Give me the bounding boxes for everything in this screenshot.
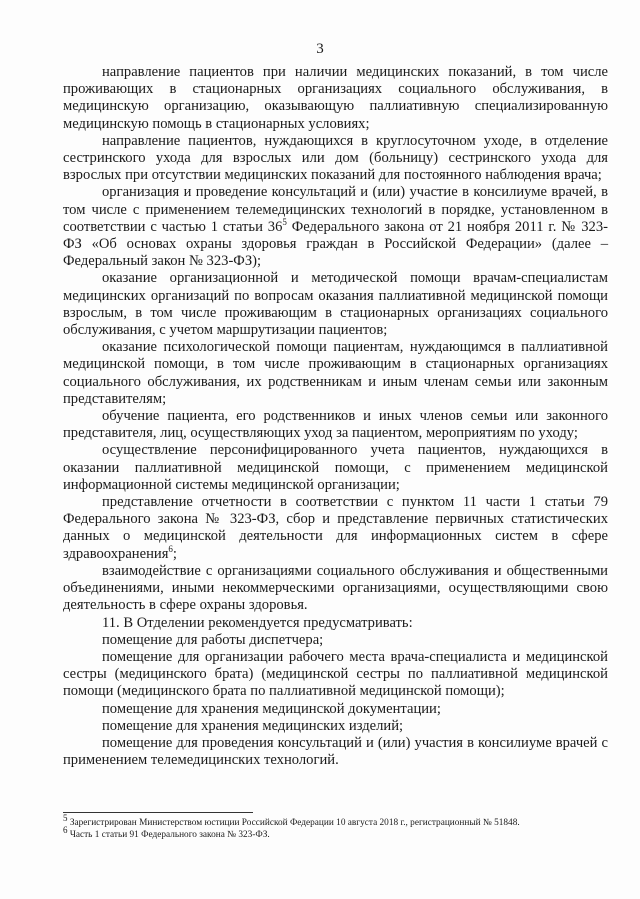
document-body [63, 64, 608, 769]
paragraph-text: ; [172, 545, 177, 562]
page-number: 3 [316, 41, 324, 57]
paragraph: направление пациентов, нуждающихся в круглосуточном уходе, в отделение сестринского ухода для взрослых или дом (больницу) сестринского ухода для взрослых при отсутствии медицинских показаний для постоянного наблюдения врача; [63, 132, 608, 184]
footnotes [63, 812, 608, 841]
paragraph: направление пациентов при наличии медицинских показаний, в том числе проживающих в стационарных организациях социального обслуживания, в медицинскую организацию, оказывающую паллиативную специализированную медицинскую помощь в стационарных условиях; [63, 64, 608, 132]
footnote [63, 812, 608, 829]
section-heading: 11. В Отделении рекомендуется предусматривать: [102, 614, 413, 631]
paragraph: оказание организационной и методической помощи врачам-специалистам медицинских организаций по вопросам оказания паллиативной медицинской помощи взрослым, в том числе проживающим в стационарных организациях социального обслуживания, с учетом маршрутизации пациентов; [63, 270, 608, 339]
paragraph: обучение пациента, его родственников и иных членов семьи или законного представителя, лиц, осуществляющих уход за пациентом, мероприятиям по уходу; [63, 408, 608, 442]
paragraph-text: организация и проведение консультаций и (или) участие в консилиуме врачей, в том числе с применением телемедицинских технологий в порядке, установленном в соответствии с частью 1 статьи 36 [63, 184, 608, 235]
paragraph-text: представление отчетности в соответствии с пунктом 11 части 1 статьи 79 Федерального закона № 323-ФЗ, сбор и представление первичных статистических данных о медицинской деятельности для информационных систем в сфере здравоохранения [63, 494, 608, 562]
paragraph: оказание психологической помощи пациентам, нуждающимся в паллиативной медицинской помощи, в том числе проживающим в стационарных организациях социального обслуживания, их родственникам и иным членам семьи или законным представителям; [63, 339, 608, 407]
paragraph: помещение для хранения медицинских изделий; [102, 717, 404, 734]
paragraph-text: Федерального закона от 21 ноября 2011 г. № 323-ФЗ «Об основах охраны здоровья граждан в Российской Федерации» (далее – Федеральный закон № 323-ФЗ); [63, 218, 608, 270]
footnote-text: Часть 1 статьи 91 Федерального закона № 323-ФЗ. [67, 830, 270, 840]
paragraph [63, 494, 608, 563]
footnote-text: Зарегистрирован Министерством юстиции Российской Федерации 10 августа 2018 г., регистрационный № 51848. [67, 818, 520, 828]
footnote-mark: 5 [63, 812, 68, 823]
footnote [63, 824, 608, 841]
paragraph: помещение для организации рабочего места врача-специалиста и медицинской сестры (медицинского брата) (медицинской сестры по паллиативной медицинской помощи (медицинского брата по паллиативной медицинской помощи); [63, 648, 608, 700]
paragraph: осуществление персонифицированного учета пациентов, нуждающихся в оказании паллиативной медицинской помощи, с применением медицинской информационной системы медицинской организации; [63, 442, 608, 493]
footnote-reference: 5 [282, 216, 287, 227]
paragraph: помещение для хранения медицинской документации; [102, 700, 441, 717]
footnote-divider [63, 812, 253, 813]
footnote-reference: 6 [168, 543, 173, 554]
paragraph: взаимодействие с организациями социального обслуживания и общественными объединениями, иными некоммерческими организациями, осуществляющими свою деятельность в сфере охраны здоровья. [63, 562, 608, 614]
footnote-mark: 6 [63, 824, 68, 835]
paragraph: помещение для проведения консультаций и (или) участия в консилиуме врачей с применением телемедицинских технологий. [63, 734, 608, 769]
paragraph: помещение для работы диспетчера; [102, 631, 324, 648]
paragraph [63, 184, 608, 270]
